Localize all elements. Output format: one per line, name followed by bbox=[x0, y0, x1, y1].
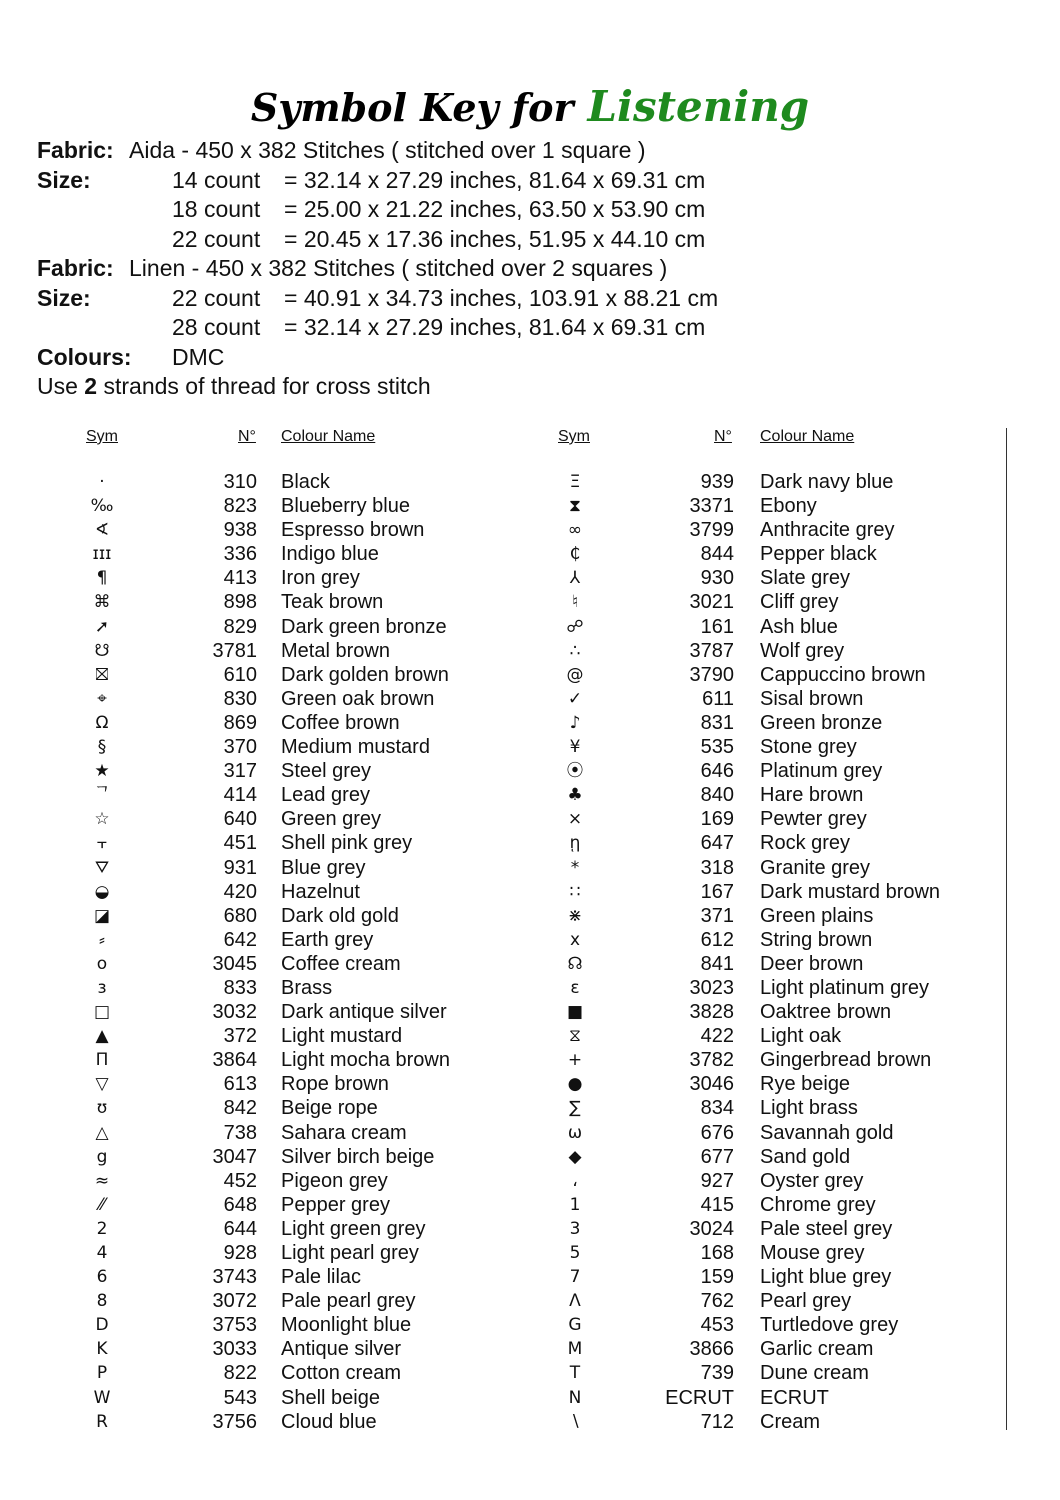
colour-name: Granite grey bbox=[760, 856, 871, 879]
stitch-symbol-icon: ⋇ bbox=[567, 905, 583, 926]
colour-name: Green grey bbox=[281, 808, 382, 831]
dmc-number: 612 bbox=[700, 928, 734, 951]
stitch-symbol-icon: ▲ bbox=[95, 1026, 109, 1047]
stitch-symbol-icon: + bbox=[567, 1050, 583, 1071]
stitch-symbol-icon: x bbox=[569, 929, 581, 950]
colour-name: Anthracite grey bbox=[760, 519, 895, 542]
table-header bbox=[0, 428, 470, 450]
stitch-symbol-icon: ᄀ bbox=[93, 785, 111, 806]
dmc-number: 931 bbox=[223, 856, 257, 879]
dmc-number: 3033 bbox=[212, 1338, 257, 1361]
dmc-number: 648 bbox=[223, 1193, 257, 1216]
colour-name: Green oak brown bbox=[281, 687, 435, 710]
dmc-number: 543 bbox=[223, 1386, 257, 1409]
stitch-symbol-icon: · bbox=[99, 472, 105, 492]
stitch-symbol-icon: N bbox=[568, 1387, 582, 1408]
stitch-symbol-icon: g bbox=[96, 1146, 108, 1167]
colour-name: Pepper grey bbox=[281, 1193, 390, 1216]
colour-name: Indigo blue bbox=[281, 543, 379, 566]
dmc-number: 3032 bbox=[212, 1001, 257, 1024]
stitch-symbol-icon: M bbox=[567, 1339, 583, 1360]
size-dims: = 32.14 x 27.29 inches, 81.64 x 69.31 cm bbox=[284, 314, 706, 340]
strands-post: strands of thread for cross stitch bbox=[97, 373, 431, 399]
stitch-symbol-icon: P bbox=[96, 1363, 108, 1384]
colour-name: Sahara cream bbox=[281, 1121, 407, 1144]
stitch-symbol-icon: ⅄ bbox=[569, 568, 581, 589]
colour-name: Oaktree brown bbox=[760, 1001, 892, 1024]
colour-name: Earth grey bbox=[281, 928, 374, 951]
stitch-symbol-icon: ⧖ bbox=[569, 1026, 581, 1047]
stitch-symbol-icon: ◪ bbox=[93, 905, 111, 926]
colours-label: Colours: bbox=[37, 343, 132, 370]
stitch-symbol-icon: T bbox=[569, 1363, 581, 1384]
stitch-symbol-icon: 1 bbox=[569, 1194, 581, 1215]
stitch-symbol-icon: ɜ bbox=[97, 977, 107, 998]
dmc-number: 3021 bbox=[689, 591, 734, 614]
stitch-symbol-icon: ⛝ bbox=[95, 664, 109, 685]
stitch-symbol-icon: ∴ bbox=[569, 640, 581, 661]
dmc-number: 413 bbox=[223, 567, 257, 590]
colour-name: Iron grey bbox=[281, 567, 360, 590]
colour-name: Cream bbox=[760, 1410, 821, 1433]
size-count: 22 count bbox=[172, 225, 261, 252]
colour-name: Shell pink grey bbox=[281, 832, 413, 855]
stitch-symbol-icon: ⛛ bbox=[94, 857, 110, 878]
colour-name: ECRUT bbox=[760, 1386, 829, 1409]
colour-name: Dark antique silver bbox=[281, 1001, 447, 1024]
dmc-number: 3047 bbox=[212, 1145, 257, 1168]
dmc-number: 938 bbox=[223, 519, 257, 542]
dmc-number: 3781 bbox=[212, 639, 257, 662]
size-count: 14 count bbox=[172, 166, 261, 193]
dmc-number: 869 bbox=[223, 711, 257, 734]
stitch-symbol-icon: ، bbox=[572, 1170, 578, 1191]
dmc-number: 677 bbox=[700, 1145, 734, 1168]
colour-name: Shell beige bbox=[281, 1386, 380, 1409]
dmc-number: 3072 bbox=[212, 1290, 257, 1313]
dmc-number: 310 bbox=[223, 471, 257, 493]
stitch-symbol-icon: ʊ bbox=[96, 1098, 108, 1119]
colour-name: Beige rope bbox=[281, 1097, 378, 1120]
colour-name: Metal brown bbox=[281, 639, 390, 662]
colour-name: Antique silver bbox=[281, 1338, 402, 1361]
colour-name: Platinum grey bbox=[760, 760, 883, 783]
colour-name: Cliff grey bbox=[760, 591, 839, 614]
colour-name: Pigeon grey bbox=[281, 1169, 388, 1192]
dmc-number: 372 bbox=[223, 1025, 257, 1048]
stitch-symbol-icon: ≈ bbox=[94, 1170, 110, 1191]
dmc-number: 3866 bbox=[689, 1338, 734, 1361]
stitch-symbol-icon: ★ bbox=[94, 761, 110, 782]
dmc-number: 829 bbox=[223, 615, 257, 638]
dmc-number: 414 bbox=[223, 784, 257, 807]
dmc-number: 167 bbox=[700, 880, 734, 903]
colour-name: Medium mustard bbox=[281, 736, 430, 759]
dmc-number: 3024 bbox=[689, 1217, 734, 1240]
stitch-symbol-icon: * bbox=[570, 857, 580, 878]
stitch-symbol-icon: ¥ bbox=[569, 737, 581, 758]
stitch-symbol-icon: R bbox=[96, 1411, 108, 1432]
stitch-symbol-icon: ∷ bbox=[569, 881, 581, 902]
dmc-number: 3045 bbox=[212, 952, 257, 975]
dmc-number: 3023 bbox=[689, 976, 734, 999]
colour-name: Slate grey bbox=[760, 567, 851, 590]
stitch-symbol-icon: △ bbox=[95, 1122, 109, 1143]
stitch-symbol-icon: 8 bbox=[96, 1291, 108, 1312]
stitch-symbol-icon: ♪ bbox=[569, 712, 581, 733]
stitch-symbol-icon: ♮ bbox=[571, 592, 579, 613]
colour-name: Lead grey bbox=[281, 784, 370, 807]
dmc-number: 452 bbox=[223, 1169, 257, 1192]
size-dims: = 40.91 x 34.73 inches, 103.91 x 88.21 cm bbox=[284, 284, 719, 311]
dmc-number: 3756 bbox=[212, 1410, 257, 1433]
stitch-symbol-icon: ‰ bbox=[90, 496, 114, 517]
dmc-number: 822 bbox=[223, 1362, 257, 1385]
dmc-number: 420 bbox=[223, 880, 257, 903]
header-number: N° bbox=[238, 428, 256, 445]
dmc-number: 161 bbox=[700, 615, 734, 638]
title-prefix: Symbol Key for bbox=[250, 85, 574, 130]
dmc-number: 317 bbox=[223, 760, 257, 783]
dmc-number: 3743 bbox=[212, 1266, 257, 1289]
header-sym: Sym bbox=[86, 428, 118, 445]
size-dims: = 20.45 x 17.36 inches, 51.95 x 44.10 cm bbox=[284, 225, 706, 252]
stitch-symbol-icon: o bbox=[96, 953, 108, 974]
colour-name: Teak brown bbox=[281, 591, 384, 614]
stitch-symbol-icon: ☋ bbox=[94, 640, 110, 661]
fabric-label: Fabric: bbox=[37, 255, 114, 281]
stitch-symbol-icon: Ξ bbox=[569, 472, 581, 492]
dmc-number: 834 bbox=[700, 1097, 734, 1120]
stitch-symbol-icon: ➚ bbox=[94, 616, 110, 637]
dmc-number: 841 bbox=[700, 952, 734, 975]
dmc-number: 613 bbox=[223, 1073, 257, 1096]
colour-name: Rock grey bbox=[760, 832, 851, 855]
colour-name: Chrome grey bbox=[760, 1193, 876, 1216]
colour-name: Blue grey bbox=[281, 856, 366, 879]
colour-name: Sisal brown bbox=[760, 687, 864, 710]
colour-name: Dune cream bbox=[760, 1362, 869, 1385]
fabric-info bbox=[37, 136, 719, 402]
colour-name: Coffee cream bbox=[281, 952, 401, 975]
colour-name: Dark navy blue bbox=[760, 471, 894, 493]
stitch-symbol-icon: W bbox=[93, 1387, 111, 1408]
size-label: Size: bbox=[37, 166, 91, 193]
stitch-symbol-icon: ¶ bbox=[96, 568, 108, 589]
dmc-number: 738 bbox=[223, 1121, 257, 1144]
stitch-symbol-icon: ⁄⁄ bbox=[99, 1194, 105, 1215]
colour-name: Coffee brown bbox=[281, 711, 400, 734]
stitch-symbol-icon: 3 bbox=[569, 1218, 581, 1239]
stitch-symbol-icon: ■ bbox=[566, 1002, 584, 1023]
stitch-symbol-icon: Λ bbox=[569, 1291, 581, 1312]
dmc-number: 3799 bbox=[689, 519, 734, 542]
stitch-symbol-icon: ⌖ bbox=[97, 688, 107, 709]
stitch-symbol-icon: ☊ bbox=[567, 953, 583, 974]
strands-count: 2 bbox=[84, 373, 98, 399]
title-pattern-name: Listening bbox=[587, 82, 810, 131]
colour-name: Light pearl grey bbox=[281, 1242, 419, 1264]
stitch-symbol-icon: ⫟ bbox=[96, 833, 108, 854]
colour-name: String brown bbox=[760, 928, 873, 951]
colour-name: Light green grey bbox=[281, 1217, 426, 1240]
colour-name: Green bronze bbox=[760, 711, 883, 734]
colour-name: Deer brown bbox=[760, 952, 864, 975]
stitch-symbol-icon: ◆ bbox=[568, 1146, 582, 1167]
dmc-number: 927 bbox=[700, 1169, 734, 1192]
colour-name: Pearl grey bbox=[760, 1290, 852, 1313]
colour-name: Pale pearl grey bbox=[281, 1290, 416, 1313]
dmc-number: 642 bbox=[223, 928, 257, 951]
dmc-number: 422 bbox=[700, 1025, 734, 1048]
header-colour-name: Colour Name bbox=[760, 428, 855, 445]
dmc-number: 371 bbox=[700, 904, 734, 927]
stitch-symbol-icon: 2 bbox=[96, 1218, 108, 1239]
colour-name: Moonlight blue bbox=[281, 1314, 412, 1337]
stitch-symbol-icon: ● bbox=[567, 1074, 583, 1095]
colour-name: Oyster grey bbox=[760, 1169, 864, 1192]
stitch-symbol-icon: ⧗ bbox=[569, 496, 581, 517]
stitch-symbol-icon: □ bbox=[93, 1002, 111, 1023]
colour-name: Silver birch beige bbox=[281, 1145, 435, 1168]
dmc-number: 3790 bbox=[689, 663, 734, 686]
dmc-number: 3864 bbox=[212, 1049, 257, 1072]
stitch-symbol-icon: ⨯ bbox=[567, 809, 583, 830]
dmc-number: 898 bbox=[223, 591, 257, 614]
dmc-number: 611 bbox=[702, 687, 734, 710]
colour-name: Cotton cream bbox=[281, 1362, 402, 1385]
colour-name: Wolf grey bbox=[760, 639, 845, 662]
colour-name: Ebony bbox=[760, 495, 817, 518]
dmc-number: 169 bbox=[700, 808, 734, 831]
dmc-number: 168 bbox=[700, 1242, 734, 1264]
colour-name: Mouse grey bbox=[760, 1242, 865, 1264]
dmc-number: 939 bbox=[700, 471, 734, 493]
dmc-number: 336 bbox=[223, 543, 257, 566]
stitch-symbol-icon: Ω bbox=[95, 712, 109, 733]
colour-name: Green plains bbox=[760, 904, 874, 927]
stitch-symbol-icon: 5 bbox=[569, 1243, 581, 1263]
size-count: 18 count bbox=[172, 196, 261, 222]
dmc-number: 3782 bbox=[689, 1049, 734, 1072]
strands-note bbox=[37, 372, 431, 402]
fabric-label: Fabric: bbox=[37, 137, 114, 163]
colour-name: Pewter grey bbox=[760, 808, 867, 831]
size-dims: = 25.00 x 21.22 inches, 63.50 x 53.90 cm bbox=[284, 196, 706, 222]
dmc-number: 823 bbox=[223, 495, 257, 518]
stitch-symbol-icon: ɪɪɪ bbox=[92, 544, 112, 565]
colour-name: Savannah gold bbox=[760, 1121, 894, 1144]
stitch-symbol-icon: ♣ bbox=[567, 785, 583, 806]
colour-name: Dark green bronze bbox=[281, 615, 447, 638]
dmc-number: 676 bbox=[700, 1121, 734, 1144]
stitch-symbol-icon: ∞ bbox=[567, 520, 583, 541]
dmc-number: 930 bbox=[700, 567, 734, 590]
dmc-number: 928 bbox=[223, 1242, 257, 1264]
colour-name: Turtledove grey bbox=[760, 1314, 899, 1337]
stitch-symbol-icon: ₵ bbox=[569, 544, 581, 565]
dmc-number: 159 bbox=[700, 1266, 734, 1289]
stitch-symbol-icon: § bbox=[97, 737, 107, 758]
dmc-number: 680 bbox=[223, 904, 257, 927]
size-count: 22 count bbox=[172, 284, 261, 311]
right-border-line bbox=[1006, 428, 1007, 1430]
colour-name: Light brass bbox=[760, 1097, 858, 1120]
dmc-number: 415 bbox=[700, 1193, 734, 1216]
dmc-number: 640 bbox=[223, 808, 257, 831]
dmc-number: 840 bbox=[700, 784, 734, 807]
dmc-number: 3828 bbox=[689, 1001, 734, 1024]
header-sym: Sym bbox=[558, 428, 590, 445]
colour-name: Dark old gold bbox=[281, 904, 399, 927]
size-label: Size: bbox=[37, 284, 91, 311]
colour-name: Black bbox=[281, 471, 330, 493]
stitch-symbol-icon: ɛ bbox=[570, 977, 580, 998]
stitch-symbol-icon: ⌘ bbox=[93, 592, 111, 613]
dmc-number: 647 bbox=[700, 832, 734, 855]
fabric-aida-value: Aida - 450 x 382 Stitches ( stitched over 1 square ) bbox=[129, 137, 646, 163]
colour-name: Light platinum grey bbox=[760, 976, 929, 999]
colour-name: Gingerbread brown bbox=[760, 1049, 932, 1072]
colour-name: Rye beige bbox=[760, 1073, 851, 1096]
size-count: 28 count bbox=[172, 314, 261, 340]
dmc-number: 451 bbox=[223, 832, 257, 855]
dmc-number: 318 bbox=[700, 856, 734, 879]
header-number: N° bbox=[714, 428, 732, 445]
colour-name: Steel grey bbox=[281, 760, 372, 783]
stitch-symbol-icon: D bbox=[95, 1315, 109, 1336]
stitch-symbol-icon: 4 bbox=[96, 1243, 108, 1263]
stitch-symbol-icon: Π bbox=[95, 1050, 109, 1071]
colour-name: Pepper black bbox=[760, 543, 877, 566]
dmc-number: 610 bbox=[223, 663, 257, 686]
dmc-number: 842 bbox=[223, 1097, 257, 1120]
stitch-symbol-icon: ✓ bbox=[567, 688, 583, 709]
dmc-number: 833 bbox=[223, 976, 257, 999]
colour-name: Hazelnut bbox=[281, 880, 360, 903]
fabric-linen-value: Linen - 450 x 382 Stitches ( stitched over 2 squares ) bbox=[129, 255, 668, 281]
stitch-symbol-icon: ∢ bbox=[94, 520, 110, 541]
colour-name: Brass bbox=[281, 976, 333, 999]
colour-name: Blueberry blue bbox=[281, 495, 410, 518]
colour-name: Rope brown bbox=[281, 1073, 389, 1096]
stitch-symbol-icon: ⸗ bbox=[99, 929, 105, 950]
colour-name: Ash blue bbox=[760, 615, 838, 638]
stitch-symbol-icon: ▽ bbox=[95, 1074, 109, 1095]
dmc-number: 739 bbox=[700, 1362, 734, 1385]
colour-name: Stone grey bbox=[760, 736, 857, 759]
size-dims: = 32.14 x 27.29 inches, 81.64 x 69.31 cm bbox=[284, 166, 706, 193]
stitch-symbol-icon: G bbox=[568, 1315, 582, 1336]
colour-name: Pale lilac bbox=[281, 1266, 362, 1289]
dmc-number: 831 bbox=[700, 711, 734, 734]
strands-pre: Use bbox=[37, 373, 85, 399]
colour-name: Dark mustard brown bbox=[760, 880, 941, 903]
stitch-symbol-icon: 6 bbox=[96, 1267, 108, 1288]
colour-name: Pale steel grey bbox=[760, 1217, 893, 1240]
stitch-symbol-icon: ⦿ bbox=[566, 761, 584, 782]
stitch-symbol-icon: @ bbox=[566, 664, 584, 685]
dmc-number: 3787 bbox=[689, 639, 734, 662]
dmc-number: 3753 bbox=[212, 1314, 257, 1337]
stitch-symbol-icon: K bbox=[96, 1339, 108, 1360]
colour-name: Hare brown bbox=[760, 784, 864, 807]
colour-name: Light blue grey bbox=[760, 1266, 892, 1289]
stitch-symbol-icon: ◒ bbox=[94, 881, 110, 902]
dmc-number: 830 bbox=[223, 687, 257, 710]
dmc-number: ECRUT bbox=[665, 1386, 734, 1409]
stitch-symbol-icon: ☍ bbox=[566, 616, 584, 637]
colour-name: Cappuccino brown bbox=[760, 663, 926, 686]
stitch-symbol-icon: ∖ bbox=[569, 1411, 581, 1432]
colour-name: Garlic cream bbox=[760, 1338, 874, 1361]
dmc-number: 712 bbox=[700, 1410, 734, 1433]
stitch-symbol-icon: ☆ bbox=[94, 809, 110, 830]
colour-name: Light mocha brown bbox=[281, 1049, 450, 1072]
colour-name: Dark golden brown bbox=[281, 663, 449, 686]
left-column bbox=[0, 428, 470, 1433]
colours-value: DMC bbox=[172, 343, 225, 370]
stitch-symbol-icon: 7 bbox=[569, 1267, 581, 1288]
colour-name: Light mustard bbox=[281, 1025, 403, 1048]
dmc-number: 3046 bbox=[689, 1073, 734, 1096]
dmc-number: 844 bbox=[700, 543, 734, 566]
dmc-number: 646 bbox=[700, 760, 734, 783]
right-column bbox=[480, 428, 950, 1433]
dmc-number: 3371 bbox=[689, 495, 734, 518]
stitch-symbol-icon: ∑ bbox=[569, 1098, 581, 1119]
colour-name: Sand gold bbox=[760, 1145, 851, 1168]
header-colour-name: Colour Name bbox=[281, 428, 376, 445]
dmc-number: 370 bbox=[223, 736, 257, 759]
colour-name: Light oak bbox=[760, 1025, 842, 1048]
dmc-number: 762 bbox=[700, 1290, 734, 1313]
colour-name: Espresso brown bbox=[281, 519, 425, 542]
page-title bbox=[0, 82, 1060, 131]
dmc-number: 644 bbox=[223, 1217, 257, 1240]
table-header bbox=[480, 428, 950, 450]
colour-name: Cloud blue bbox=[281, 1410, 377, 1433]
stitch-symbol-icon: ω bbox=[567, 1122, 583, 1143]
dmc-number: 453 bbox=[700, 1314, 734, 1337]
dmc-number: 535 bbox=[700, 736, 734, 759]
stitch-symbol-icon: ῃ bbox=[569, 833, 581, 854]
